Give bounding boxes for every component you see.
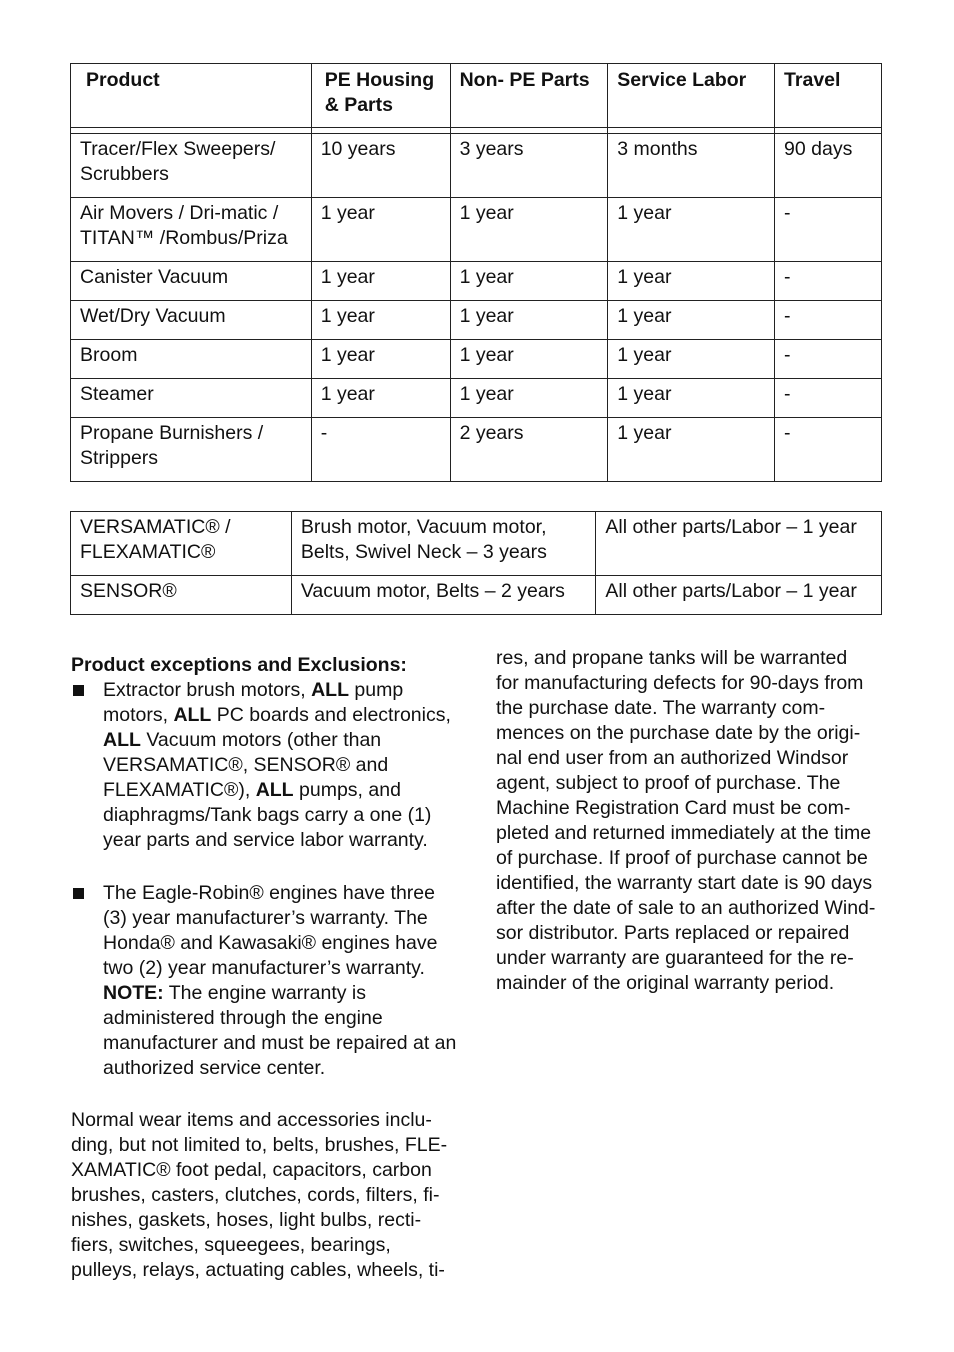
component-warranty-table bbox=[70, 511, 882, 615]
cell-product: Canister Vacuum bbox=[71, 262, 312, 301]
warranty-table bbox=[70, 63, 882, 482]
header-travel: Travel bbox=[775, 64, 882, 128]
cell-components: Brush motor, Vacuum motor, Belts, Swivel Neck – 3 years bbox=[291, 512, 596, 576]
cell-components: Vacuum motor, Belts – 2 years bbox=[291, 576, 596, 615]
table-row bbox=[71, 262, 882, 301]
cell-service-labor: 1 year bbox=[608, 379, 775, 418]
table-row bbox=[71, 340, 882, 379]
header-service-labor: Service Labor bbox=[608, 64, 775, 128]
wear-items-paragraph-start: Normal wear items and accessories inclu- ding, but not limited to, belts, brushes, FLE- XAMATIC® foot pedal, capacitors, carbon brushes, casters, clutches, cords, filters, fi- nishes, gaskets, hoses, light bulbs, recti- fiers, switches, squeegees, bearings, pulleys, relays, actuating cables, wheels, ti- bbox=[71, 1109, 448, 1281]
table-row bbox=[71, 301, 882, 340]
cell-product: VERSAMATIC® / FLEXAMATIC® bbox=[71, 512, 292, 576]
bullet-item-motors: Extractor brush motors, ALL pump motors, ALL PC boards and electronics, ALL Vacuum motors (other than VERSAMATIC®, SENSOR® and FLEXAMATIC®), ALL pumps, and diaphragms/Tank bags carry a one (1) year parts and service labor warranty. bbox=[71, 678, 463, 853]
cell-other-parts: All other parts/Labor – 1 year bbox=[596, 512, 882, 576]
cell-travel: - bbox=[775, 198, 882, 262]
exceptions-right-column bbox=[496, 646, 888, 996]
cell-service-labor: 3 months bbox=[608, 134, 775, 198]
cell-product: Air Movers / Dri-matic / TITAN™ /Rombus/Priza bbox=[71, 198, 312, 262]
table-row bbox=[71, 379, 882, 418]
cell-pe-housing: 1 year bbox=[311, 340, 450, 379]
table-row bbox=[71, 198, 882, 262]
table-row bbox=[71, 576, 882, 615]
cell-pe-housing: 1 year bbox=[311, 198, 450, 262]
cell-travel: - bbox=[775, 379, 882, 418]
cell-non-pe-parts: 1 year bbox=[450, 379, 608, 418]
cell-non-pe-parts: 1 year bbox=[450, 198, 608, 262]
cell-non-pe-parts: 1 year bbox=[450, 340, 608, 379]
cell-product: Tracer/Flex Sweepers/ Scrubbers bbox=[71, 134, 312, 198]
cell-pe-housing: 1 year bbox=[311, 379, 450, 418]
cell-service-labor: 1 year bbox=[608, 301, 775, 340]
note-label: NOTE: bbox=[103, 982, 164, 1004]
cell-pe-housing: 1 year bbox=[311, 262, 450, 301]
cell-non-pe-parts: 2 years bbox=[450, 418, 608, 482]
cell-pe-housing: 10 years bbox=[311, 134, 450, 198]
exceptions-left-column bbox=[71, 653, 463, 1283]
square-bullet-icon bbox=[73, 888, 84, 899]
cell-service-labor: 1 year bbox=[608, 340, 775, 379]
cell-product: Wet/Dry Vacuum bbox=[71, 301, 312, 340]
bullet-item-engines: The Eagle-Robin® engines have three (3) year manufacturer’s warranty. The Honda® and Kawasaki® engines have two (2) year manufacturer’s warranty. NOTE: The engine warranty is administered through the engine manufacturer and must be repaired at an authorized service center. bbox=[71, 881, 463, 1081]
table-row bbox=[71, 512, 882, 576]
exceptions-heading: Product exceptions and Exclusions: bbox=[71, 654, 407, 676]
cell-travel: - bbox=[775, 301, 882, 340]
table-header-row bbox=[71, 64, 882, 128]
cell-product: Broom bbox=[71, 340, 312, 379]
cell-other-parts: All other parts/Labor – 1 year bbox=[596, 576, 882, 615]
cell-pe-housing: 1 year bbox=[311, 301, 450, 340]
header-non-pe-parts: Non- PE Parts bbox=[450, 64, 608, 128]
wear-items-paragraph-continued: res, and propane tanks will be warranted for manufacturing defects for 90-days from the purchase date. The warranty com- mences on the purchase date by the origi- nal end user from an authorized Windsor agent, subject to proof of purchase. The Machine Registration Card must be com- pleted and returned immediately at the time of purchase. If proof of purchase cannot be identified, the warranty start date is 90 days after the date of sale to an authorized Wind- sor distributor. Parts replaced or repaired under warranty are guaranteed for the re- mainder of the original warranty period. bbox=[496, 647, 876, 994]
cell-non-pe-parts: 1 year bbox=[450, 262, 608, 301]
cell-non-pe-parts: 3 years bbox=[450, 134, 608, 198]
cell-product: Propane Burnishers / Strippers bbox=[71, 418, 312, 482]
table-row bbox=[71, 418, 882, 482]
cell-travel: - bbox=[775, 340, 882, 379]
cell-service-labor: 1 year bbox=[608, 262, 775, 301]
cell-product: Steamer bbox=[71, 379, 312, 418]
cell-travel: - bbox=[775, 262, 882, 301]
cell-service-labor: 1 year bbox=[608, 198, 775, 262]
table-row bbox=[71, 134, 882, 198]
cell-travel: 90 days bbox=[775, 134, 882, 198]
square-bullet-icon bbox=[73, 685, 84, 696]
cell-service-labor: 1 year bbox=[608, 418, 775, 482]
cell-pe-housing: - bbox=[311, 418, 450, 482]
cell-non-pe-parts: 1 year bbox=[450, 301, 608, 340]
header-product: Product bbox=[71, 64, 312, 128]
cell-product: SENSOR® bbox=[71, 576, 292, 615]
header-pe-housing: PE Housing & Parts bbox=[311, 64, 450, 128]
cell-travel: - bbox=[775, 418, 882, 482]
